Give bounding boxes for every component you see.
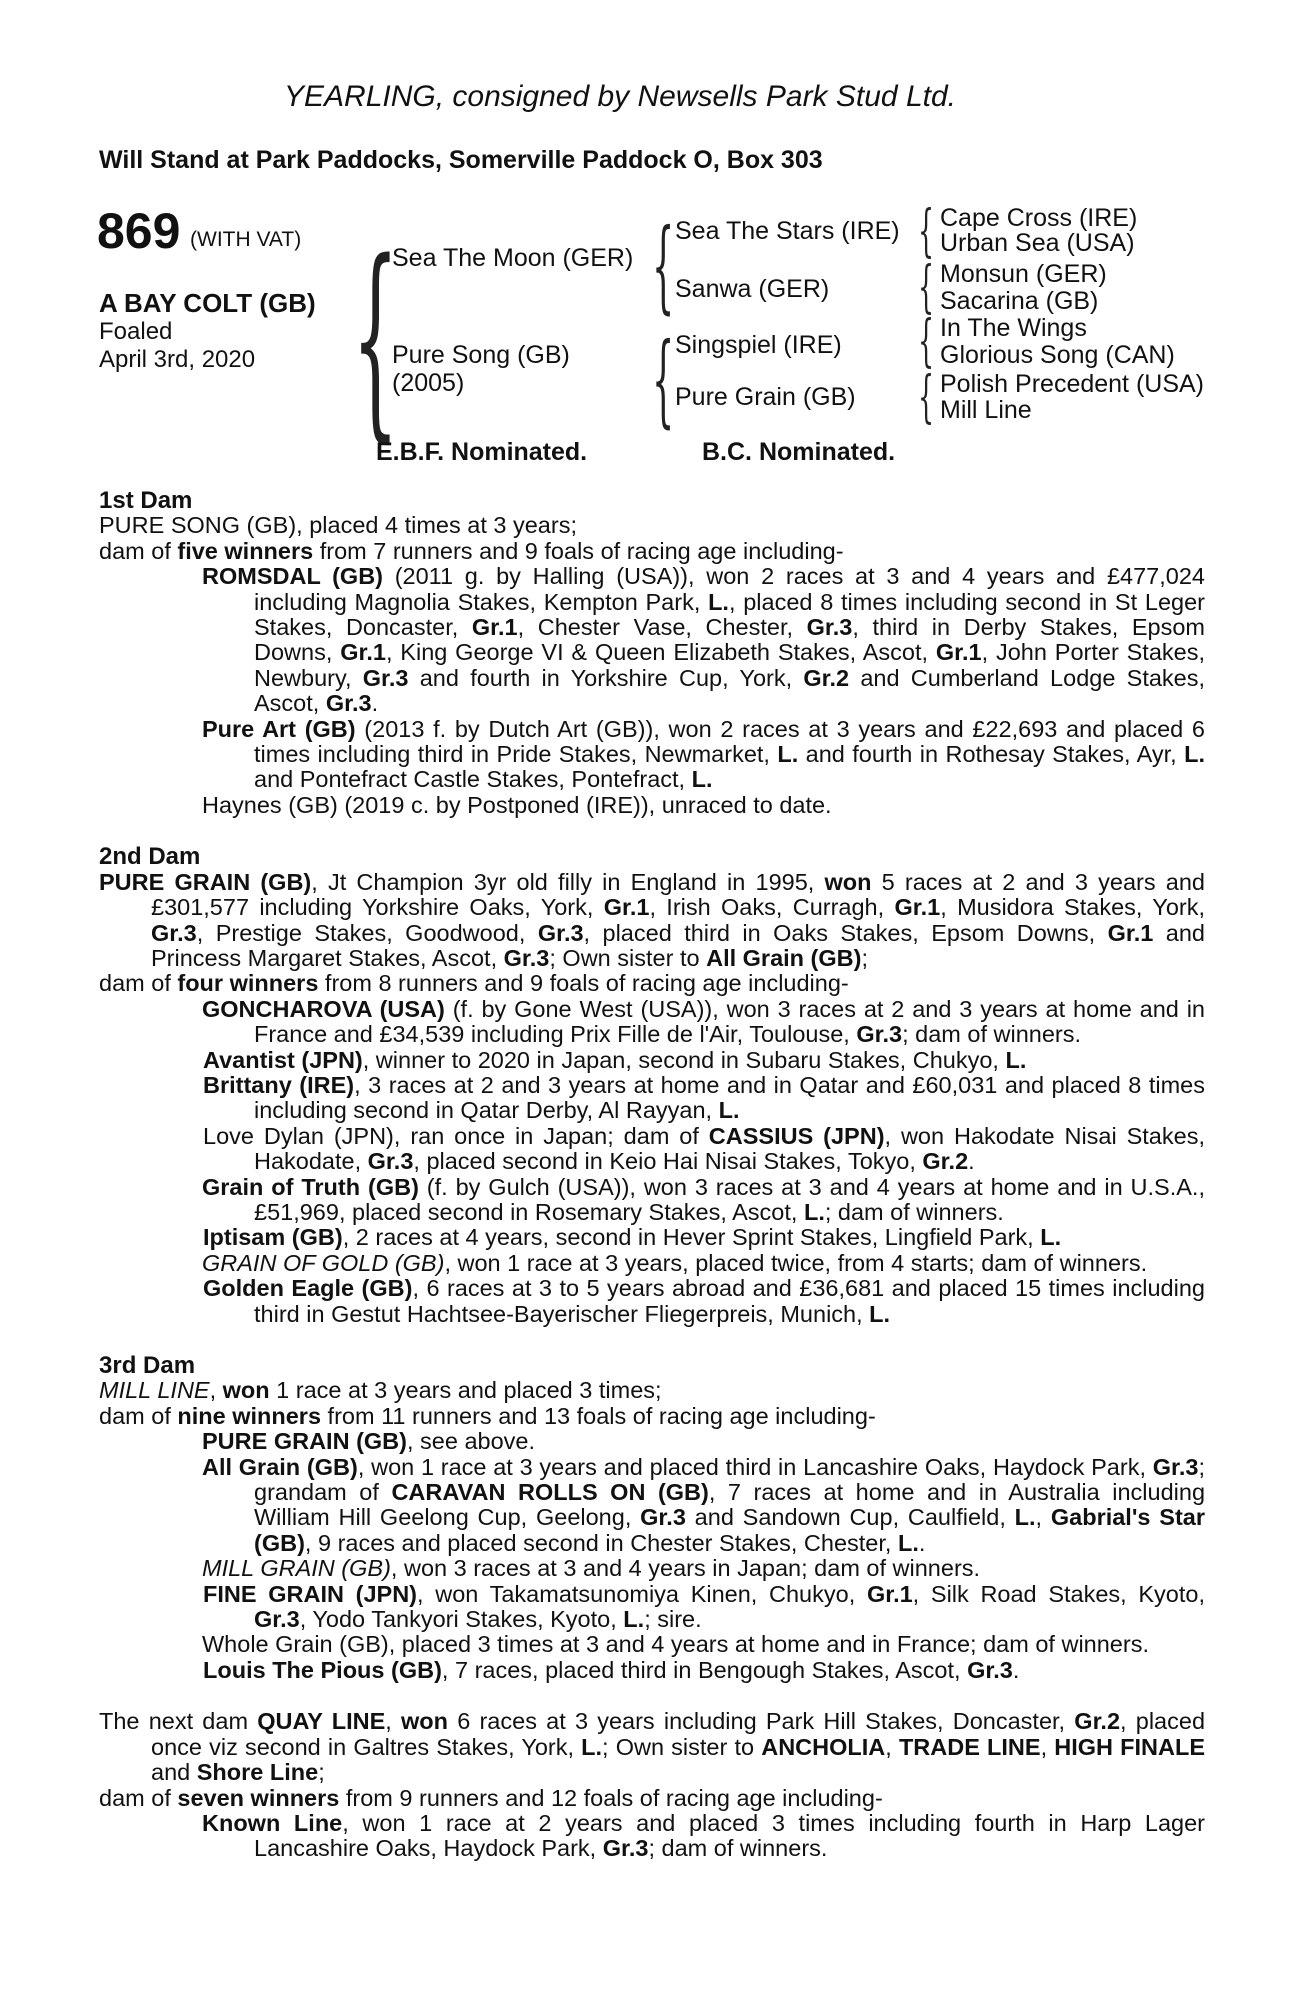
pedigree-brace-sire: { [652,207,675,324]
produce-pure-grain: PURE GRAIN (GB), see above. [202,1428,536,1455]
first-dam-produce: dam of five winners from 7 runners and 9 foals of racing age including- [99,537,844,564]
produce-grain-of-gold: GRAIN OF GOLD (GB), won 1 race at 3 years, placed twice, from 4 starts; dam of winners. [202,1249,1148,1276]
ggp-7: Polish Precedent (USA) [940,370,1205,398]
second-dam-produce: dam of four winners from 8 runners and 9 foals of racing age including- [99,970,849,997]
ggp-3: Monsun (GER) [940,260,1107,288]
dam-year: (2005) [392,369,465,397]
first-dam-heading: 1st Dam [99,487,193,514]
lot-description: A BAY COLT (GB) [99,288,316,318]
produce-brittany: Brittany (IRE), 3 races at 2 and 3 years at home and in Qatar and £60,031 and placed 8 times including second in Qatar Derby, Al Rayyan, L. [203,1071,1205,1124]
ggp-6: Glorious Song (CAN) [940,341,1175,369]
produce-all-grain: All Grain (GB), won 1 race at 3 years and placed third in Lancashire Oaks, Haydock Park, Gr.3; grandam of CARAVAN ROLLS ON (GB), 7 races at home and in Australia including William Hill Geelong Cup, Geelong, Gr.3 and Sandown Cup, Caulfield, L., Gabrial's Star (GB), 9 races and placed second in Chester Stakes, Chester, L.. [202,1453,1206,1556]
ggp-8: Mill Line [940,396,1032,424]
pedigree-brace-ggp2: { [918,255,935,320]
pedigree-brace-main: { [352,216,399,461]
first-dam-summary: PURE SONG (GB), placed 4 times at 3 years; [99,512,577,539]
second-dam-heading: 2nd Dam [99,843,201,871]
bc-nomination: B.C. Nominated. [702,438,896,466]
produce-mill-grain: MILL GRAIN (GB), won 3 races at 3 and 4 years in Japan; dam of winners. [202,1555,981,1582]
produce-grain-of-truth: Grain of Truth (GB) (f. by Gulch (USA)), won 3 races at 3 and 4 years at home and in U.S.A., £51,969, placed second in Rosemary Stakes, Ascot, L.; dam of winners. [202,1173,1205,1225]
produce-romsdal: ROMSDAL (GB) (2011 g. by Halling (USA)), won 2 races at 3 and 4 years and £477,024 including Magnolia Stakes, Kempton Park, L., placed 8 times including second in St Leger Stakes, Doncaster, Gr.1, Chester Vase, Chester, Gr.3, third in Derby Stakes, Epsom Downs, Gr.1, King George VI & Queen Elizabeth Stakes, Ascot, Gr.1, John Porter Stakes, Newbury, Gr.3 and fourth in Yorkshire Cup, York, Gr.2 and Cumberland Lodge Stakes, Ascot, Gr.3. [202,563,1206,717]
produce-avantist: Avantist (JPN), winner to 2020 in Japan, second in Subaru Stakes, Chukyo, L. [203,1046,1027,1073]
next-dam-produce: dam of seven winners from 9 runners and 12 foals of racing age including- [99,1784,883,1811]
ggp-4: Sacarina (GB) [940,287,1099,315]
produce-iptisam: Iptisam (GB), 2 races at 4 years, second in Hever Sprint Stakes, Lingfield Park, L. [203,1224,1062,1251]
produce-known-line: Known Line, won 1 race at 2 years and placed 3 times including fourth in Harp Lager Lancashire Oaks, Haydock Park, Gr.3; dam of winners. [202,1809,1205,1862]
produce-haynes: Haynes (GB) (2019 c. by Postponed (IRE)), unraced to date. [202,791,832,818]
foaled-date: April 3rd, 2020 [99,346,256,373]
consignment-line: YEARLING, consigned by Newsells Park Stud Ltd. [284,80,956,113]
stand-location: Will Stand at Park Paddocks, Somerville Paddock O, Box 303 [99,146,823,174]
produce-goncharova: GONCHAROVA (USA) (f. by Gone West (USA)), won 3 races at 2 and 3 years at home and in France and £34,539 including Prix Fille de l'Air, Toulouse, Gr.3; dam of winners. [202,995,1205,1048]
foaled-label: Foaled [99,318,173,345]
produce-louis-the-pious: Louis The Pious (GB), 7 races, placed third in Bengough Stakes, Ascot, Gr.3. [203,1656,1020,1683]
foaled-info [99,318,255,374]
next-dam-summary: The next dam QUAY LINE, won 6 races at 3 years including Park Hill Stakes, Doncaster, Gr.2, placed once viz second in Galtres Stakes, York, L.; Own sister to ANCHOLIA, TRADE LINE, HIGH FINALE and Shore Line; [99,1708,1206,1786]
sire: Sea The Moon (GER) [392,244,634,272]
dam-dam: Pure Grain (GB) [675,383,856,411]
second-dam-summary: PURE GRAIN (GB), Jt Champion 3yr old filly in England in 1995, won 5 races at 2 and 3 years and £301,577 including Yorkshire Oaks, York, Gr.1, Irish Oaks, Curragh, Gr.1, Musidora Stakes, York, Gr.3, Prestige Stakes, Goodwood, Gr.3, placed third in Oaks Stakes, Epsom Downs, Gr.1 and Princess Margaret Stakes, Ascot, Gr.3; Own sister to All Grain (GB); [99,868,1206,971]
ggp-5: In The Wings [940,314,1087,342]
third-dam-summary: MILL LINE, won 1 race at 3 years and placed 3 times; [99,1377,662,1404]
sire-dam: Sanwa (GER) [675,275,830,303]
third-dam-produce: dam of nine winners from 11 runners and 13 foals of racing age including- [99,1402,876,1429]
lot-number: 869 [97,203,181,259]
produce-pure-art: Pure Art (GB) (2013 f. by Dutch Art (GB)), won 2 races at 3 years and £22,693 and placed 6 times including third in Pride Stakes, Newmarket, L. and fourth in Rothesay Stakes, Ayr, L. and Pontefract Castle Stakes, Pontefract, L. [202,715,1205,793]
dam-sire: Singspiel (IRE) [675,331,842,359]
pedigree-brace-ggp3: { [918,309,935,374]
produce-love-dylan: Love Dylan (JPN), ran once in Japan; dam of CASSIUS (JPN), won Hakodate Nisai Stakes, Hakodate, Gr.3, placed second in Keio Hai Nisai Stakes, Tokyo, Gr.2. [203,1122,1205,1175]
pedigree-notes [99,488,1205,1862]
produce-whole-grain: Whole Grain (GB), placed 3 times at 3 and 4 years at home and in France; dam of winners. [202,1631,1149,1658]
third-dam-heading: 3rd Dam [99,1352,196,1379]
vat-note: (WITH VAT) [190,228,302,251]
produce-fine-grain: FINE GRAIN (JPN), won Takamatsunomiya Kinen, Chukyo, Gr.1, Silk Road Stakes, Kyoto, Gr.3, Yodo Tankyori Stakes, Kyoto, L.; sire. [203,1580,1206,1633]
ggp-2: Urban Sea (USA) [940,229,1135,257]
pedigree-brace-ggp1: { [918,199,935,264]
pedigree-brace-dam: { [652,321,675,438]
sire-sire: Sea The Stars (IRE) [675,217,900,245]
dam: Pure Song (GB) [392,341,570,369]
pedigree-brace-ggp4: { [918,365,935,430]
ebf-nomination: E.B.F. Nominated. [376,438,588,466]
ggp-1: Cape Cross (IRE) [940,204,1138,232]
produce-golden-eagle: Golden Eagle (GB), 6 races at 3 to 5 years abroad and £36,681 and placed 15 times including third in Gestut Hachtsee-Bayerischer Fliegerpreis, Munich, L. [203,1275,1205,1327]
